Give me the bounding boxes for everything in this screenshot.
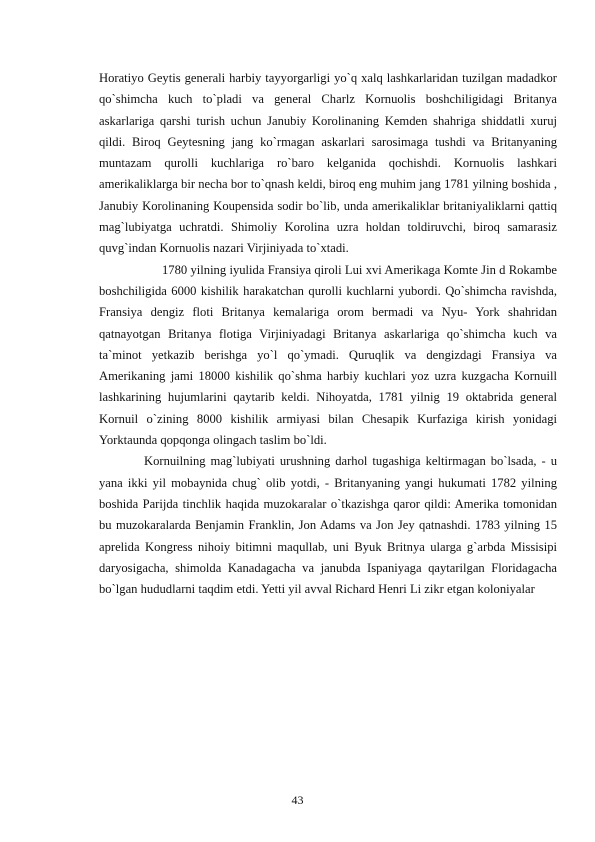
paragraph-2: 1780 yilning iyulida Fransiya qiroli Lui xvi Amerikaga Komte Jin d Rokambe boshchiligida 6000 kishilik harakatchan qurolli kuchlarni yubordi. Qo`shimcha ravishda, Fransiya dengiz floti Britanya kemalariga orom bermadi va Nyu- York shahridan qatnayotgan Britanya flotiga Virjiniyadagi Britanya askarlariga qo`shimcha kuch va ta`minot yetkazib berishga yo`l qo`ymadi. Quruqlik va dengizdagi Fransiya va Amerikaning jami 18000 kishilik qo`shma harbiy kuchlari yoz uzra kuzgacha Kornuill lashkarining hujumlarini qaytarib keldi. Nihoyatda, 1781 yilnig 19 oktabrida general Kornuil o`zining 8000 kishilik armiyasi bilan Chesapik Kurfaziga kirish yonidagi Yorktaunda qopqonga olingach taslim bo`ldi. [99,262,557,448]
page-number: 43 [291,793,304,807]
paragraph-1: Horatiyo Geytis generali harbiy tayyorgarligi yo`q xalq lashkarlaridan tuzilgan madadkor qo`shimcha kuch to`pladi va general Charlz Kornuolis boshchiligidagi Britanya askarlariga qarshi turish uchun Janubiy Korolinaning Kemden shahriga shiddatli xuruj qildi. Biroq Geytesning jang ko`rmagan askarlari sarosimaga tushdi va Britanyaning muntazam qurolli kuchlariga ro`baro kelganida qochishdi. Kornuolis lashkari amerikaliklarga bir necha bor to`qnash keldi, biroq eng muhim jang 1781 yilning boshida , Janubiy Korolinaning Koupensida sodir bo`lib, unda amerikaliklar britaniyaliklarni qattiq mag`lubiyatga uchratdi. Shimoliy Korolina uzra holdan toldiruvchi, biroq samarasiz quvg`indan Kornuolis nazari Virjiniyada to`xtadi. [99,71,557,256]
paragraph-3: Kornuilning mag`lubiyati urushning darhol tugashiga keltirmagan bo`lsada, - u yana ikki yil mobaynida chug` olib yotdi, - Britanyaning yangi hukumati 1782 yilning boshida Parijda tinchlik haqida muzokaralar o`tkazishga qaror qildi: Amerika tomonidan bu muzokaralarda Benjamin Franklin, Jon Adams va Jon Jey qatnashdi. 1783 yilning 15 aprelida Kongress nihoiy bitimni maqullab, uni Byuk Britnya ularga g`arbda Missisipi daryosigacha, shimolda Kanadagacha va janubda Ispaniyaga qaytarilgan Floridagacha bo`lgan hududlarni taqdim etdi. Yetti yil avval Richard Henri Li zikr etgan koloniyalar [99,454,557,597]
body-text [99,68,557,600]
